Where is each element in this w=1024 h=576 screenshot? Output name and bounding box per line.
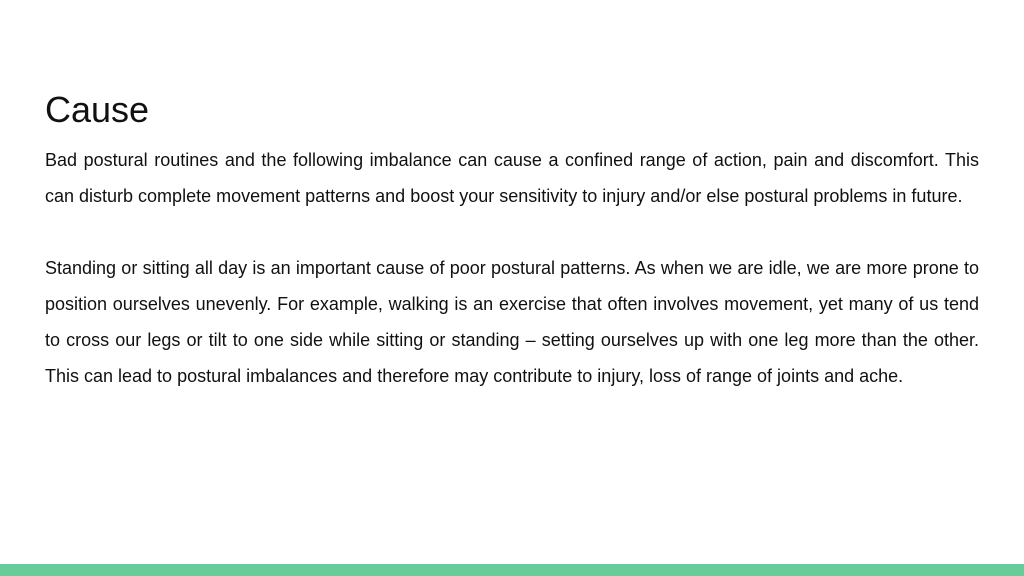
body-paragraph-2: Standing or sitting all day is an important cause of poor postural patterns. As when we are idle, we are more prone to position ourselves unevenly. For example, walking is an exercise that often involves movement, yet many of us tend to cross our legs or tilt to one side while sitting or standing – setting ourselves up with one leg more than the other. This can lead to postural imbalances and therefore may contribute to injury, loss of range of joints and ache. <box>45 258 979 386</box>
slide-body <box>45 142 979 394</box>
body-paragraph-1: Bad postural routines and the following imbalance can cause a confined range of action, pain and discomfort. This can disturb complete movement patterns and boost your sensitivity to injury and/or else postural problems in future. <box>45 150 979 206</box>
accent-bar <box>0 564 1024 576</box>
slide-title: Cause <box>45 89 150 130</box>
